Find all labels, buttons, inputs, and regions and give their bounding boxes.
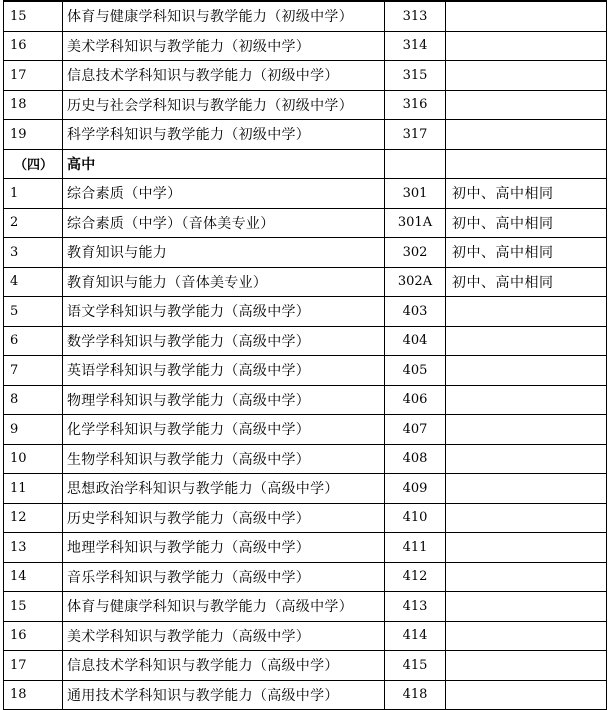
note-cell [446, 592, 607, 622]
row-number-cell: 8 [4, 385, 63, 415]
section-title: 高中 [63, 149, 385, 179]
row-number-cell: 18 [4, 90, 63, 120]
row-number-cell: 13 [4, 533, 63, 563]
row-number-cell: 5 [4, 297, 63, 327]
note-cell [446, 533, 607, 563]
note-cell [446, 1, 607, 31]
table-row [4, 297, 607, 327]
note-cell [446, 356, 607, 386]
subject-code-cell: 316 [385, 90, 446, 120]
section-header-row [4, 149, 607, 179]
subject-code-cell: 403 [385, 297, 446, 327]
row-number-cell: 2 [4, 208, 63, 238]
subject-code-cell: 317 [385, 120, 446, 150]
row-number-cell: 18 [4, 680, 63, 710]
subject-name-cell: 生物学科知识与教学能力（高级中学） [63, 444, 385, 474]
table-row [4, 680, 607, 710]
table-row [4, 208, 607, 238]
table-row [4, 356, 607, 386]
row-number-cell: 3 [4, 238, 63, 268]
subject-code-cell: 409 [385, 474, 446, 504]
subject-name-cell: 历史学科知识与教学能力（高级中学） [63, 503, 385, 533]
note-cell [446, 61, 607, 91]
section-note-cell [446, 149, 607, 179]
section-number: （四） [4, 149, 63, 179]
note-cell [446, 444, 607, 474]
table-row [4, 533, 607, 563]
row-number-cell: 15 [4, 1, 63, 31]
row-number-cell: 1 [4, 179, 63, 209]
subject-name-cell: 信息技术学科知识与教学能力（高级中学） [63, 651, 385, 681]
subjects-table-body [4, 1, 607, 710]
subject-code-cell: 418 [385, 680, 446, 710]
note-cell [446, 385, 607, 415]
note-cell: 初中、高中相同 [446, 238, 607, 268]
table-row [4, 621, 607, 651]
subject-code-cell: 411 [385, 533, 446, 563]
row-number-cell: 15 [4, 592, 63, 622]
row-number-cell: 7 [4, 356, 63, 386]
subject-name-cell: 数学学科知识与教学能力（高级中学） [63, 326, 385, 356]
note-cell [446, 562, 607, 592]
table-row [4, 562, 607, 592]
note-cell [446, 680, 607, 710]
subject-code-cell: 407 [385, 415, 446, 445]
note-cell [446, 31, 607, 61]
table-row [4, 444, 607, 474]
table-row [4, 651, 607, 681]
row-number-cell: 16 [4, 31, 63, 61]
subject-code-cell: 415 [385, 651, 446, 681]
subject-code-cell: 302 [385, 238, 446, 268]
subject-name-cell: 体育与健康学科知识与教学能力（初级中学） [63, 1, 385, 31]
subject-code-cell: 315 [385, 61, 446, 91]
note-cell [446, 651, 607, 681]
row-number-cell: 16 [4, 621, 63, 651]
table-row [4, 415, 607, 445]
subject-code-cell: 413 [385, 592, 446, 622]
table-row [4, 120, 607, 150]
subject-name-cell: 体育与健康学科知识与教学能力（高级中学） [63, 592, 385, 622]
table-row [4, 503, 607, 533]
note-cell [446, 297, 607, 327]
subject-name-cell: 地理学科知识与教学能力（高级中学） [63, 533, 385, 563]
note-cell: 初中、高中相同 [446, 267, 607, 297]
subject-code-cell: 405 [385, 356, 446, 386]
subject-code-cell: 314 [385, 31, 446, 61]
table-row [4, 31, 607, 61]
subject-code-cell: 301A [385, 208, 446, 238]
subject-code-cell: 404 [385, 326, 446, 356]
table-row [4, 474, 607, 504]
subject-name-cell: 英语学科知识与教学能力（高级中学） [63, 356, 385, 386]
subject-code-cell: 410 [385, 503, 446, 533]
row-number-cell: 17 [4, 651, 63, 681]
subject-code-cell: 406 [385, 385, 446, 415]
row-number-cell: 10 [4, 444, 63, 474]
subject-name-cell: 综合素质（中学）（音体美专业） [63, 208, 385, 238]
row-number-cell: 9 [4, 415, 63, 445]
table-row [4, 61, 607, 91]
subject-name-cell: 综合素质（中学） [63, 179, 385, 209]
subject-code-cell: 408 [385, 444, 446, 474]
subject-code-cell: 412 [385, 562, 446, 592]
note-cell [446, 621, 607, 651]
subject-name-cell: 音乐学科知识与教学能力（高级中学） [63, 562, 385, 592]
note-cell: 初中、高中相同 [446, 179, 607, 209]
note-cell [446, 503, 607, 533]
subject-code-cell: 302A [385, 267, 446, 297]
subject-name-cell: 科学学科知识与教学能力（初级中学） [63, 120, 385, 150]
subject-name-cell: 美术学科知识与教学能力（初级中学） [63, 31, 385, 61]
note-cell: 初中、高中相同 [446, 208, 607, 238]
note-cell [446, 120, 607, 150]
subjects-table [3, 0, 607, 710]
note-cell [446, 415, 607, 445]
table-row [4, 179, 607, 209]
section-code-cell [385, 149, 446, 179]
table-row [4, 1, 607, 31]
row-number-cell: 11 [4, 474, 63, 504]
subject-code-cell: 313 [385, 1, 446, 31]
subject-name-cell: 化学学科知识与教学能力（高级中学） [63, 415, 385, 445]
note-cell [446, 326, 607, 356]
row-number-cell: 6 [4, 326, 63, 356]
subject-code-cell: 414 [385, 621, 446, 651]
table-row [4, 90, 607, 120]
subject-name-cell: 美术学科知识与教学能力（高级中学） [63, 621, 385, 651]
table-row [4, 326, 607, 356]
subject-code-cell: 301 [385, 179, 446, 209]
subject-name-cell: 教育知识与能力（音体美专业） [63, 267, 385, 297]
row-number-cell: 12 [4, 503, 63, 533]
table-row [4, 592, 607, 622]
row-number-cell: 4 [4, 267, 63, 297]
table-row [4, 385, 607, 415]
subject-name-cell: 物理学科知识与教学能力（高级中学） [63, 385, 385, 415]
subject-name-cell: 教育知识与能力 [63, 238, 385, 268]
row-number-cell: 19 [4, 120, 63, 150]
subject-name-cell: 思想政治学科知识与教学能力（高级中学） [63, 474, 385, 504]
row-number-cell: 14 [4, 562, 63, 592]
table-row [4, 267, 607, 297]
note-cell [446, 90, 607, 120]
table-row [4, 238, 607, 268]
note-cell [446, 474, 607, 504]
subject-name-cell: 通用技术学科知识与教学能力（高级中学） [63, 680, 385, 710]
subject-name-cell: 语文学科知识与教学能力（高级中学） [63, 297, 385, 327]
subject-name-cell: 历史与社会学科知识与教学能力（初级中学） [63, 90, 385, 120]
subject-name-cell: 信息技术学科知识与教学能力（初级中学） [63, 61, 385, 91]
row-number-cell: 17 [4, 61, 63, 91]
